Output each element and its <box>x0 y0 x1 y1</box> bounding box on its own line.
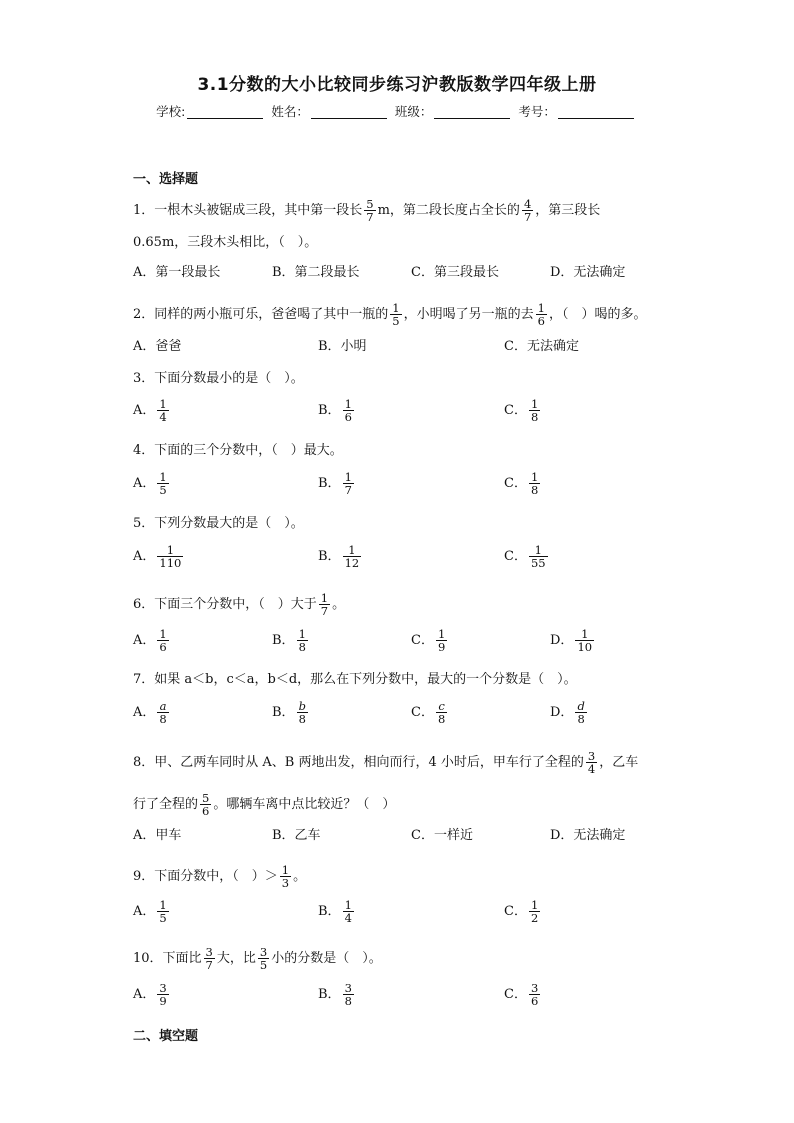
q6-option-a[interactable]: A． $\frac{1}{6}$ <box>133 627 167 655</box>
school-label: 学校: <box>156 104 186 119</box>
page-title: 3.1分数的大小比较同步练习沪教版数学四年级上册 <box>197 75 597 95</box>
question-7-stem: 7．如果 a＜b，c＜a，b＜d，那么在下列分数中，最大的一个分数是（ ）。 <box>133 672 577 687</box>
q2-text-b: ，小明喝了另一瓶的去 <box>403 307 534 323</box>
q10-text-b: 大，比 <box>216 951 256 967</box>
question-2-stem <box>133 302 646 327</box>
q8-option-a[interactable]: A．甲车 <box>133 828 182 843</box>
question-6-stem <box>133 592 345 617</box>
q8-text-b: ，乙车 <box>599 755 639 771</box>
q1-option-c[interactable]: C．第三段最长 <box>411 265 499 280</box>
name-label: 姓名： <box>271 104 309 119</box>
class-blank[interactable] <box>434 105 510 119</box>
section-heading-choice: 一、选择题 <box>133 172 199 187</box>
q6-text-a: 6．下面三个分数中，（ ）大于 <box>133 597 317 613</box>
name-blank[interactable] <box>311 105 387 119</box>
q8-fraction-2: $\frac{5}{6}$ <box>202 791 210 819</box>
q8-fraction-1: $\frac{3}{4}$ <box>587 749 596 777</box>
question-10-stem <box>133 946 382 971</box>
q3-option-c[interactable]: C． $\frac{1}{8}$ <box>504 397 539 425</box>
q10-fraction-1: $\frac{3}{7}$ <box>205 945 213 973</box>
q5-option-c[interactable]: C． $\frac{1}{55}$ <box>504 543 546 571</box>
question-1-stem <box>133 198 600 223</box>
q3-option-b[interactable]: B． $\frac{1}{6}$ <box>318 397 352 425</box>
q7-option-c[interactable]: C． $\frac{c}{8}$ <box>411 699 446 727</box>
q7-option-a[interactable]: A． $\frac{a}{8}$ <box>133 699 167 727</box>
q6-fraction: $\frac{1}{7}$ <box>320 591 329 619</box>
q9-option-c[interactable]: C． $\frac{1}{2}$ <box>504 898 539 926</box>
school-blank[interactable] <box>187 105 263 119</box>
q8-option-d[interactable]: D．无法确定 <box>550 828 626 843</box>
q6-option-b[interactable]: B． $\frac{1}{8}$ <box>272 627 306 655</box>
exam-no-label: 考号： <box>518 104 556 119</box>
question-9-stem <box>133 864 306 889</box>
q10-text-a: 10．下面比 <box>133 951 202 967</box>
q2-text-a: 2．同样的两小瓶可乐，爸爸喝了其中一瓶的 <box>133 307 389 323</box>
q6-option-d[interactable]: D． $\frac{1}{10}$ <box>550 627 593 655</box>
q4-option-a[interactable]: A． $\frac{1}{5}$ <box>133 470 167 498</box>
q2-fraction-2: $\frac{1}{6}$ <box>537 301 545 329</box>
question-1-stem-line2: 0.65m，三段木头相比，（ ）。 <box>133 235 318 250</box>
q9-text-b: 。 <box>293 869 307 885</box>
question-5-stem: 5．下列分数最大的是（ ）。 <box>133 516 304 531</box>
q8-option-c[interactable]: C．一样近 <box>411 828 473 843</box>
q6-text-b: 。 <box>332 597 346 613</box>
q3-option-a[interactable]: A． $\frac{1}{4}$ <box>133 397 167 425</box>
q8-text-a: 8．甲、乙两车同时从 A、B 两地出发，相向而行，4 小时后，甲车行了全程的 <box>133 755 584 771</box>
q2-fraction-1: $\frac{1}{5}$ <box>392 301 400 329</box>
q2-option-a[interactable]: A．爸爸 <box>133 339 182 354</box>
q5-option-a[interactable]: A． $\frac{1}{110}$ <box>133 543 182 571</box>
q8-option-b[interactable]: B．乙车 <box>272 828 321 843</box>
q1-text-b: m，第二段长度占全长的 <box>377 203 520 219</box>
q1-option-a[interactable]: A．第一段最长 <box>133 265 221 280</box>
q1-text-c: ，第三段长 <box>535 203 601 219</box>
student-info-row <box>0 102 794 120</box>
q2-text-c: ，（ ）喝的多。 <box>548 307 647 323</box>
q1-text-a: 1．一根木头被锯成三段，其中第一段长 <box>133 203 363 219</box>
q10-option-a[interactable]: A． $\frac{3}{9}$ <box>133 981 167 1009</box>
section-heading-fill-blank: 二、填空题 <box>133 1029 199 1044</box>
q5-option-b[interactable]: B． $\frac{1}{12}$ <box>318 543 360 571</box>
question-4-stem: 4．下面的三个分数中，（ ）最大。 <box>133 443 343 458</box>
q4-option-c[interactable]: C． $\frac{1}{8}$ <box>504 470 539 498</box>
question-8-stem-line2 <box>133 792 395 817</box>
q8-text-d: 。哪辆车离中点比较近？（ ） <box>213 797 396 813</box>
question-3-stem: 3．下面分数最小的是（ ）。 <box>133 371 304 386</box>
q2-option-c[interactable]: C．无法确定 <box>504 339 579 354</box>
q1-fraction-2: $\frac{4}{7}$ <box>523 197 532 225</box>
q10-option-c[interactable]: C． $\frac{3}{6}$ <box>504 981 539 1009</box>
q10-option-b[interactable]: B． $\frac{3}{8}$ <box>318 981 352 1009</box>
q10-fraction-2: $\frac{3}{5}$ <box>259 945 268 973</box>
class-label: 班级： <box>394 104 433 119</box>
q1-option-d[interactable]: D．无法确定 <box>550 265 626 280</box>
q10-text-c: 小的分数是（ ）。 <box>271 951 382 967</box>
q9-option-a[interactable]: A． $\frac{1}{5}$ <box>133 898 167 926</box>
q9-fraction: $\frac{1}{3}$ <box>281 863 290 891</box>
q9-option-b[interactable]: B． $\frac{1}{4}$ <box>318 898 352 926</box>
q2-option-b[interactable]: B．小明 <box>318 339 367 354</box>
q4-option-b[interactable]: B． $\frac{1}{7}$ <box>318 470 352 498</box>
q6-option-c[interactable]: C． $\frac{1}{9}$ <box>411 627 446 655</box>
q1-fraction-1: $\frac{5}{7}$ <box>366 197 374 225</box>
q7-option-b[interactable]: B． $\frac{b}{8}$ <box>272 699 306 727</box>
q7-option-d[interactable]: D． $\frac{d}{8}$ <box>550 699 585 727</box>
question-8-stem <box>133 750 638 775</box>
q9-text-a: 9．下面分数中，（ ）＞ <box>133 869 278 885</box>
q8-text-c: 行了全程的 <box>133 797 199 813</box>
exam-no-blank[interactable] <box>558 105 634 119</box>
q1-option-b[interactable]: B．第二段最长 <box>272 265 360 280</box>
